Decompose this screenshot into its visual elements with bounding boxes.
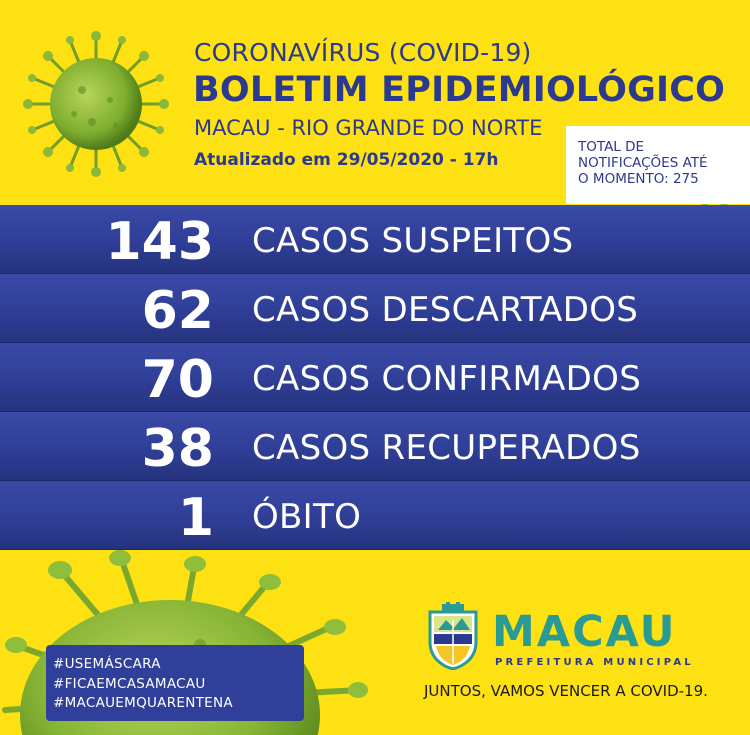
stat-value: 62 [141, 281, 214, 341]
stat-label: CASOS RECUPERADOS [252, 428, 641, 468]
hashtag: #USEMÁSCARA [53, 656, 161, 672]
hashtag: #MACAUEMQUARENTENA [53, 695, 233, 711]
total-line-3: O MOMENTO: 275 [578, 171, 699, 187]
stat-row-confirmed [0, 343, 750, 412]
stat-value: 70 [141, 350, 214, 410]
stat-row-recovered [0, 412, 750, 481]
stat-row-discarded [0, 274, 750, 343]
stat-label: ÓBITO [252, 497, 362, 537]
stat-value: 1 [177, 488, 214, 548]
stats-panel [0, 205, 750, 550]
location-label: MACAU - RIO GRANDE DO NORTE [194, 116, 543, 140]
updated-timestamp: Atualizado em 29/05/2020 - 17h [194, 150, 499, 170]
total-line-1: TOTAL DE [578, 139, 645, 155]
stat-row-deaths [0, 481, 750, 550]
coat-of-arms-icon [424, 602, 482, 670]
slogan: JUNTOS, VAMOS VENCER A COVID-19. [424, 682, 708, 700]
total-notifications-box [566, 126, 750, 204]
stat-row-suspected [0, 205, 750, 274]
stat-label: CASOS SUSPEITOS [252, 221, 574, 261]
logo-subtitle: PREFEITURA MUNICIPAL [495, 657, 694, 668]
logo-wordmark: MACAU [492, 607, 677, 657]
hashtags-box [46, 645, 304, 721]
stat-label: CASOS CONFIRMADOS [252, 359, 642, 399]
total-line-2: NOTIFICAÇÕES ATÉ [578, 155, 708, 171]
stat-value: 38 [141, 419, 214, 479]
header-subtitle: CORONAVÍRUS (COVID-19) [194, 38, 532, 67]
stat-label: CASOS DESCARTADOS [252, 290, 639, 330]
page-title: BOLETIM EPIDEMIOLÓGICO [193, 70, 726, 110]
hashtag: #FICAEMCASAMACAU [53, 675, 206, 692]
stat-value: 143 [105, 212, 214, 272]
